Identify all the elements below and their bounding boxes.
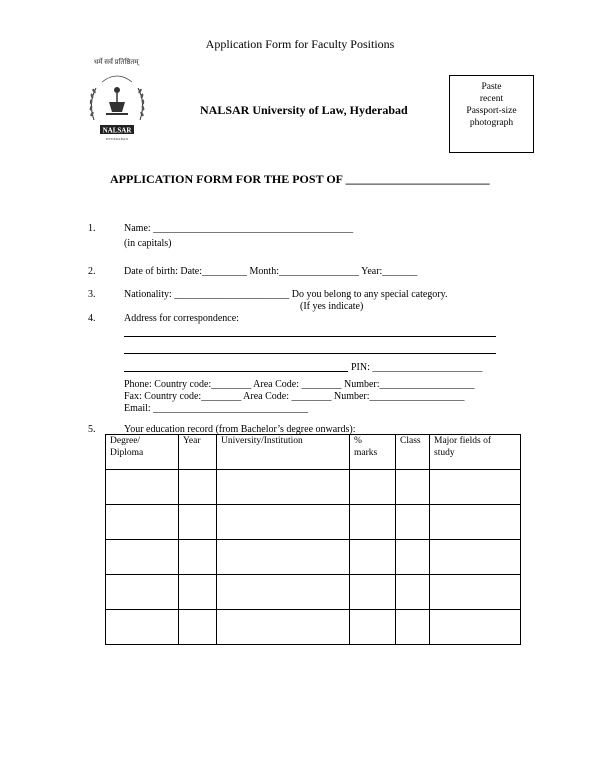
table-row bbox=[106, 610, 521, 645]
document-title: Application Form for Faculty Positions bbox=[205, 37, 395, 51]
photograph-box[interactable] bbox=[449, 75, 534, 153]
column-header: Class bbox=[396, 435, 430, 470]
logo-motto: धर्मे सर्वं प्रतिष्ठितम् bbox=[94, 58, 139, 66]
svg-text:NALSAR: NALSAR bbox=[102, 126, 132, 135]
photo-line-1: Paste bbox=[481, 82, 502, 92]
name-field[interactable]: Name: ________________________________________ bbox=[124, 223, 354, 234]
table-cell[interactable] bbox=[217, 610, 350, 645]
item-number: 1. bbox=[88, 223, 96, 234]
svg-text:HYDERABAD: HYDERABAD bbox=[106, 137, 128, 141]
table-cell[interactable] bbox=[179, 505, 217, 540]
table-cell[interactable] bbox=[350, 610, 396, 645]
post-title-field[interactable]: APPLICATION FORM FOR THE POST OF ________________________ bbox=[110, 172, 490, 186]
column-header: Major fields of study bbox=[430, 435, 521, 470]
table-cell[interactable] bbox=[396, 540, 430, 575]
table-cell[interactable] bbox=[217, 505, 350, 540]
photo-line-2: recent bbox=[479, 94, 504, 104]
column-header: University/Institution bbox=[217, 435, 350, 470]
table-row bbox=[106, 540, 521, 575]
table-cell[interactable] bbox=[217, 575, 350, 610]
photo-line-3: Passport-size bbox=[466, 106, 517, 116]
item-number: 2. bbox=[88, 266, 96, 277]
email-field[interactable]: Email: _______________________________ bbox=[124, 403, 309, 414]
pin-field[interactable]: PIN: ______________________ bbox=[351, 362, 483, 373]
column-header: % marks bbox=[350, 435, 396, 470]
table-cell[interactable] bbox=[217, 470, 350, 505]
university-name: NALSAR University of Law, Hyderabad bbox=[200, 103, 408, 117]
table-cell[interactable] bbox=[396, 610, 430, 645]
address-line-1[interactable] bbox=[124, 336, 496, 337]
item-number: 4. bbox=[88, 313, 96, 324]
table-cell[interactable] bbox=[430, 470, 521, 505]
item-number: 3. bbox=[88, 289, 96, 300]
table-cell[interactable] bbox=[106, 540, 179, 575]
date-of-birth-field[interactable]: Date of birth: Date:_________ Month:________________ Year:_______ bbox=[124, 266, 418, 277]
table-cell[interactable] bbox=[350, 505, 396, 540]
table-cell[interactable] bbox=[179, 575, 217, 610]
table-row bbox=[106, 575, 521, 610]
nationality-hint: (If yes indicate) bbox=[300, 301, 364, 312]
table-row bbox=[106, 505, 521, 540]
fax-field[interactable]: Fax: Country code:________ Area Code: ________ Number:___________________ bbox=[124, 391, 465, 402]
item-number: 5. bbox=[88, 424, 96, 435]
table-cell[interactable] bbox=[350, 575, 396, 610]
table-cell[interactable] bbox=[430, 505, 521, 540]
table-cell[interactable] bbox=[179, 470, 217, 505]
address-line-2[interactable] bbox=[124, 353, 496, 354]
education-table bbox=[105, 434, 521, 645]
table-row bbox=[106, 470, 521, 505]
name-hint: (in capitals) bbox=[124, 238, 172, 249]
table-cell[interactable] bbox=[106, 575, 179, 610]
education-label: Your education record (from Bachelor’s degree onwards): bbox=[124, 424, 356, 435]
table-cell[interactable] bbox=[106, 470, 179, 505]
photo-line-4: photograph bbox=[469, 118, 514, 128]
table-cell[interactable] bbox=[350, 540, 396, 575]
table-cell[interactable] bbox=[430, 610, 521, 645]
table-cell[interactable] bbox=[179, 610, 217, 645]
table-cell[interactable] bbox=[396, 470, 430, 505]
table-cell[interactable] bbox=[350, 470, 396, 505]
column-header: Degree/ Diploma bbox=[106, 435, 179, 470]
table-cell[interactable] bbox=[396, 575, 430, 610]
table-cell[interactable] bbox=[106, 610, 179, 645]
table-cell[interactable] bbox=[396, 505, 430, 540]
table-cell[interactable] bbox=[106, 505, 179, 540]
address-line-3[interactable] bbox=[124, 371, 348, 372]
phone-field[interactable]: Phone: Country code:________ Area Code: ________ Number:___________________ bbox=[124, 379, 475, 390]
nalsar-logo-icon bbox=[82, 68, 152, 146]
table-cell[interactable] bbox=[430, 575, 521, 610]
table-header-row bbox=[106, 435, 521, 470]
column-header: Year bbox=[179, 435, 217, 470]
table-cell[interactable] bbox=[430, 540, 521, 575]
nationality-field[interactable]: Nationality: _______________________ Do you belong to any special category. bbox=[124, 289, 448, 300]
table-cell[interactable] bbox=[179, 540, 217, 575]
table-cell[interactable] bbox=[217, 540, 350, 575]
address-label: Address for correspondence: bbox=[124, 313, 239, 324]
